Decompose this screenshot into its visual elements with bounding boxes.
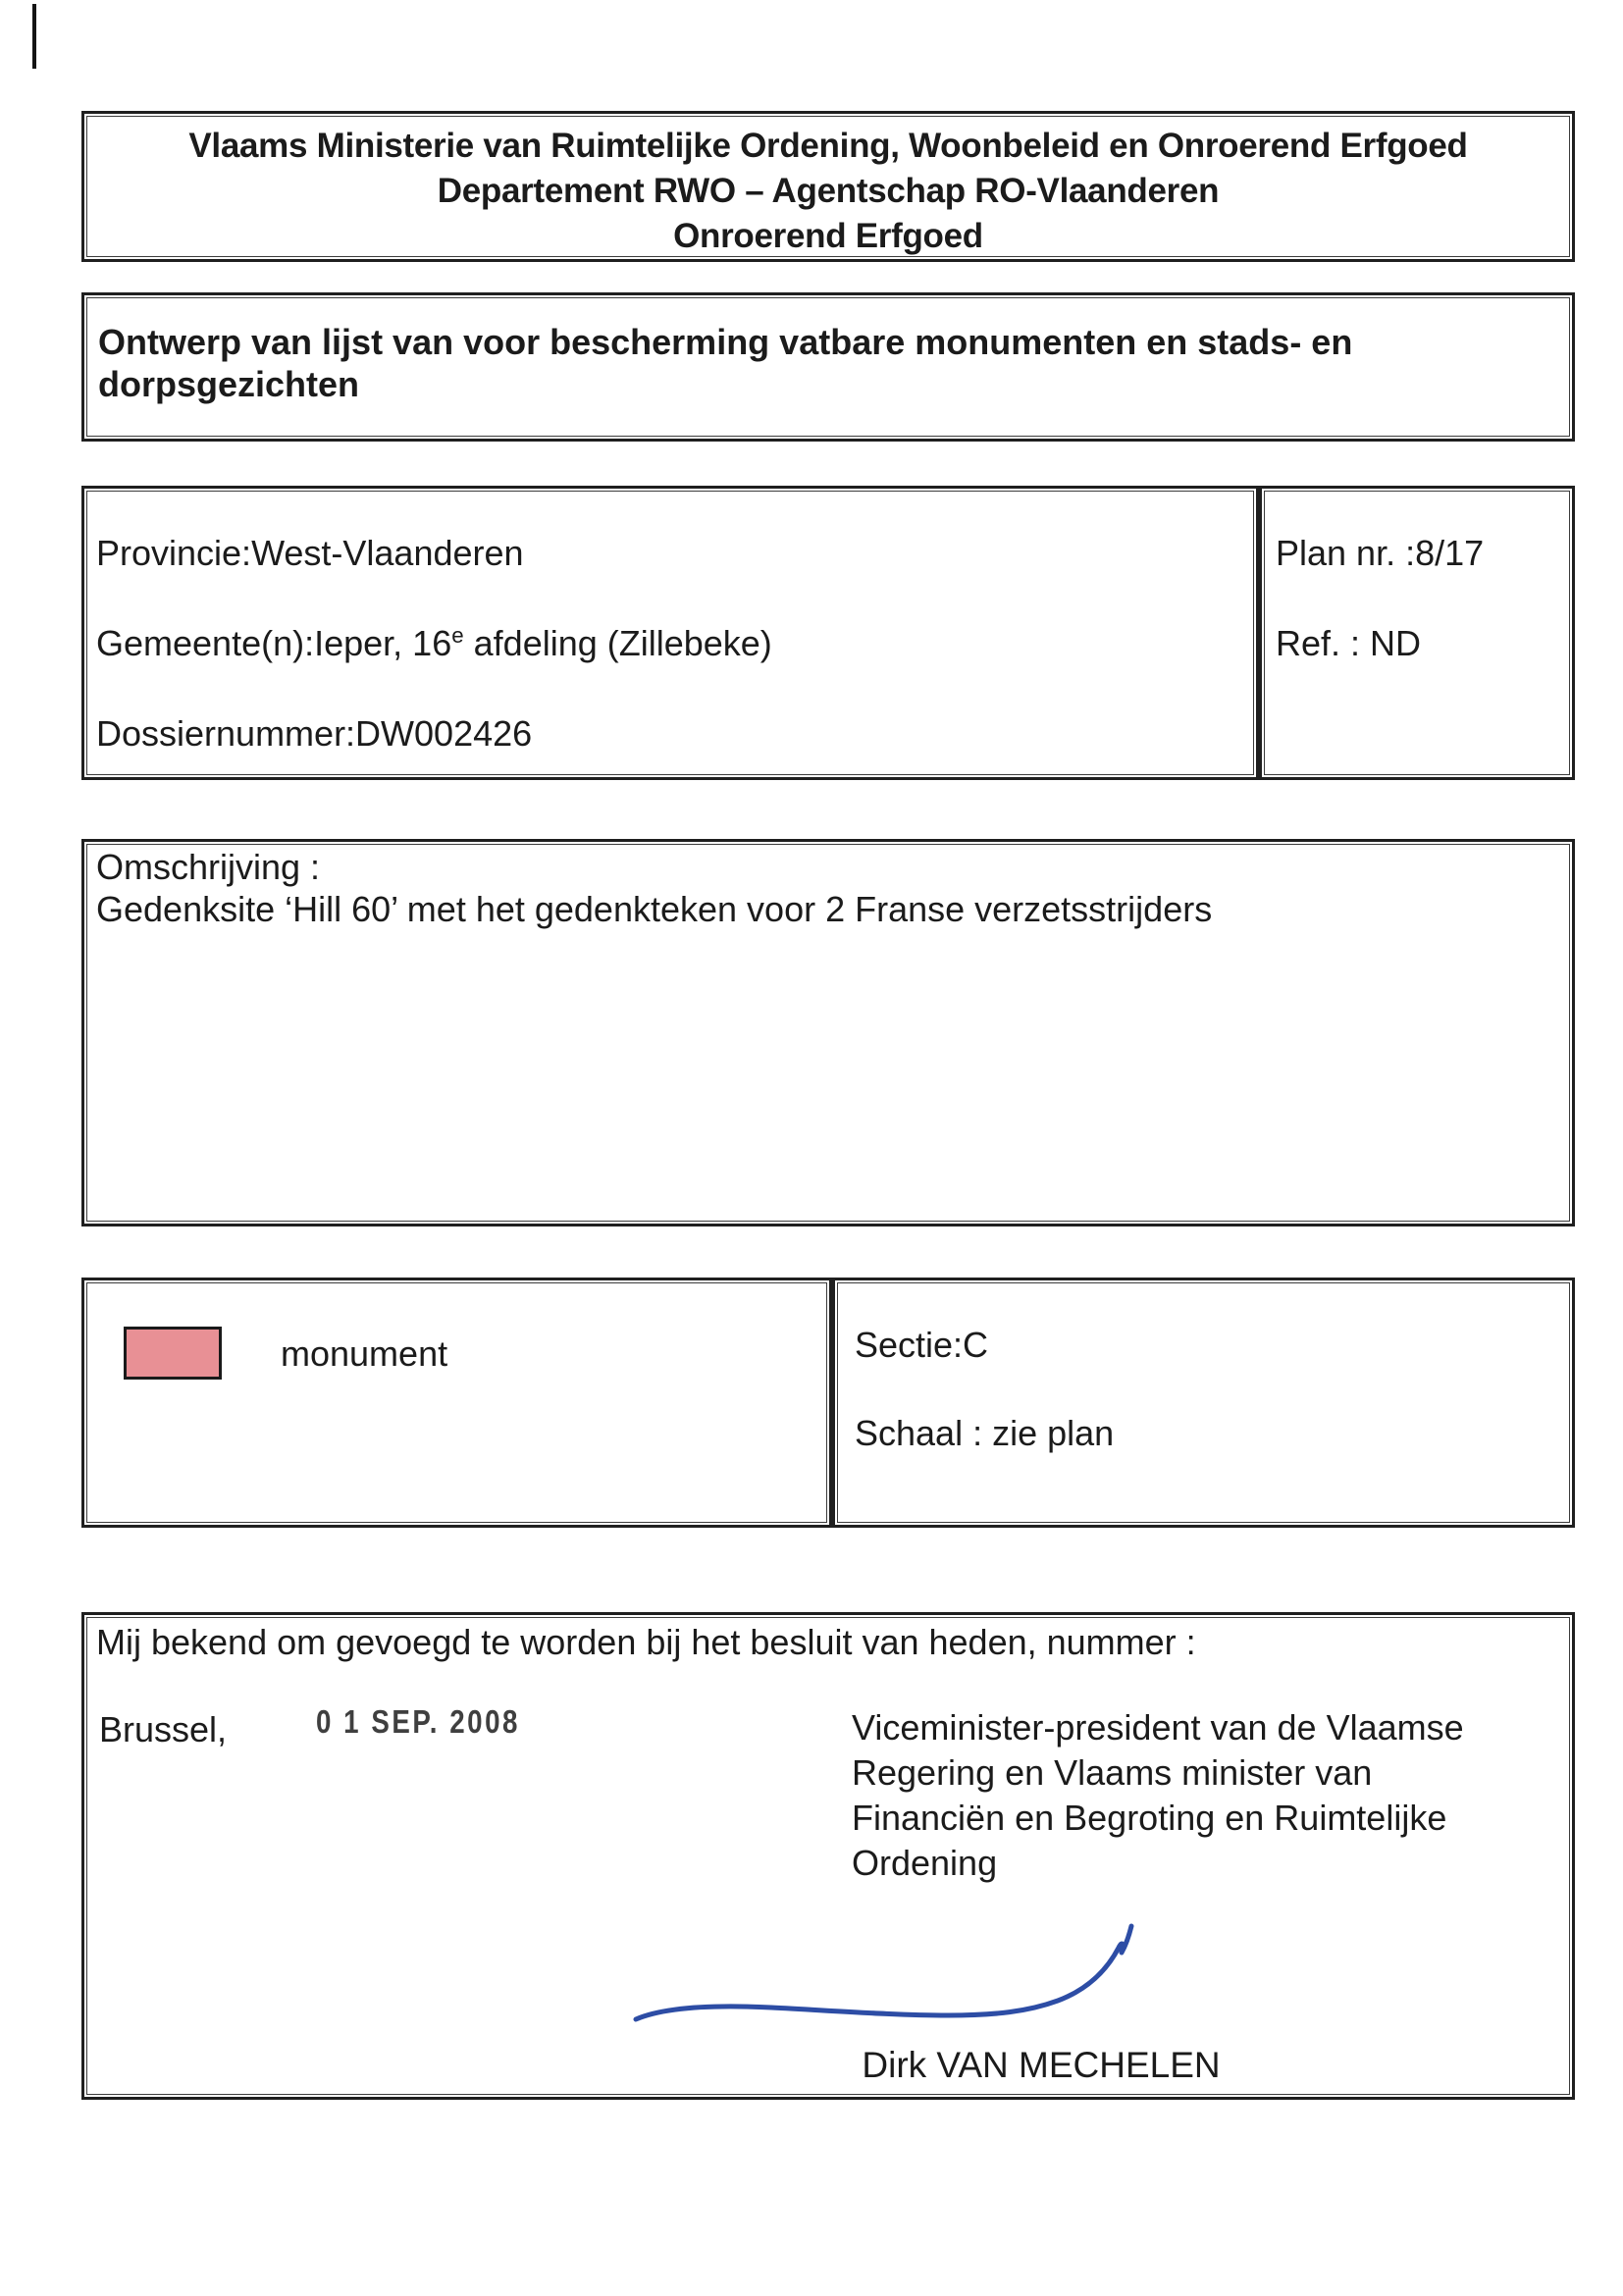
- minister-title-line: Regering en Vlaams minister van: [852, 1752, 1373, 1793]
- sectie-text: Sectie:C: [855, 1325, 989, 1365]
- monument-color-swatch: [124, 1327, 222, 1380]
- ref-text: Ref. : ND: [1276, 623, 1422, 663]
- info-section: [81, 486, 1575, 780]
- legend-section: [81, 1278, 1575, 1528]
- omschrijving-box: [81, 839, 1575, 1226]
- header-line-2: Departement RWO – Agentschap RO-Vlaanderen: [437, 172, 1220, 210]
- dossiernummer-text: Dossiernummer:DW002426: [96, 713, 533, 754]
- signature: [84, 1615, 1572, 2097]
- gemeente-suffix: afdeling (Zillebeke): [463, 623, 772, 663]
- date-stamp: 0 1 SEP. 2008: [316, 1703, 520, 1740]
- info-left-cell: [81, 486, 1259, 780]
- omschrijving-text: Gedenksite ‘Hill 60’ met het gedenkteken voor 2 Franse verzetsstrijders: [96, 889, 1213, 929]
- place-text: Brussel,: [99, 1709, 228, 1749]
- info-right-cell: [1259, 486, 1575, 780]
- closing-statement: Mij bekend om gevoegd te worden bij het besluit van heden, nummer :: [96, 1622, 1196, 1662]
- schaal-text: Schaal : zie plan: [855, 1413, 1115, 1453]
- legend-cell: [81, 1278, 832, 1528]
- header-line-3: Onroerend Erfgoed: [673, 217, 983, 255]
- gemeente-prefix: Gemeente(n):Ieper, 16: [96, 623, 452, 663]
- gemeente-text: [96, 623, 1256, 664]
- closing-box: [81, 1612, 1575, 2100]
- plan-nr-text: Plan nr. :8/17: [1276, 533, 1485, 573]
- signature-stroke: [636, 1926, 1131, 2019]
- monument-label: monument: [281, 1333, 448, 1374]
- document-title-box: [81, 292, 1575, 442]
- minister-title-line: Ordening: [852, 1843, 998, 1883]
- provincie-text: Provincie:West-Vlaanderen: [96, 533, 524, 573]
- signer-name: Dirk VAN MECHELEN: [862, 2045, 1221, 2085]
- title-line-1: Ontwerp van lijst van voor bescherming vatbare monumenten en stads- en: [98, 322, 1353, 362]
- ministry-header-box: [81, 111, 1575, 262]
- omschrijving-label: Omschrijving :: [96, 847, 321, 887]
- gemeente-superscript: e: [451, 623, 464, 648]
- scan-artifact-mark: [32, 4, 36, 69]
- title-line-2: dorpsgezichten: [98, 364, 360, 404]
- minister-title-line: Financiën en Begroting en Ruimtelijke: [852, 1798, 1447, 1838]
- header-line-1: Vlaams Ministerie van Ruimtelijke Ordening, Woonbeleid en Onroerend Erfgoed: [188, 127, 1468, 165]
- plan-info-cell: [832, 1278, 1575, 1528]
- minister-title-line: Viceminister-president van de Vlaamse: [852, 1707, 1464, 1748]
